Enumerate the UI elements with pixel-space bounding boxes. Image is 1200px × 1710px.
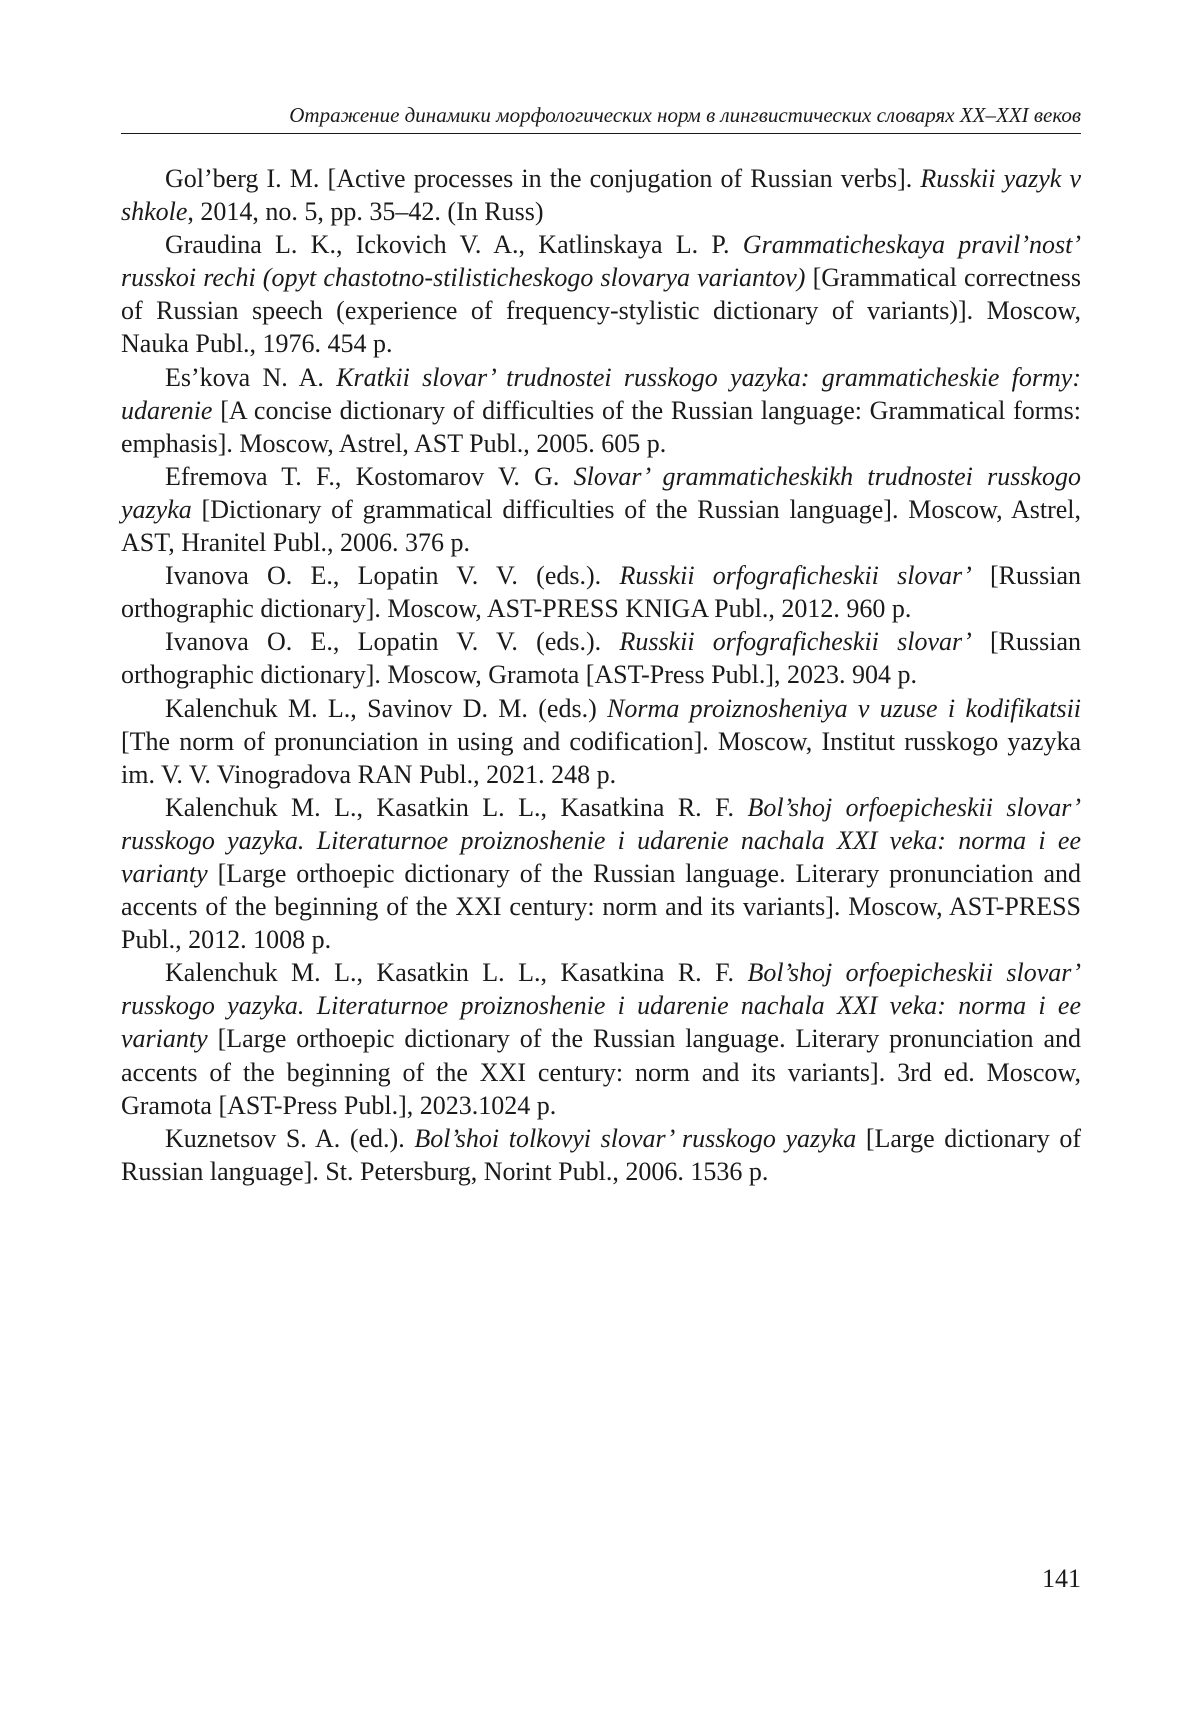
reference-authors: Gol’berg I. M. [Active processes in the conjugation of Russian verbs]. xyxy=(165,164,913,193)
running-title: Отражение динамики морфологических норм в лингвистических словарях XX–XXI веков xyxy=(289,103,1081,127)
reference-list xyxy=(121,162,1081,1188)
reference-title: Norma proiznosheniya v uzuse i kodifikatsii xyxy=(607,693,1082,723)
reference-entry xyxy=(121,361,1081,460)
reference-authors: Efremova T. F., Kostomarov V. G. xyxy=(165,461,560,491)
reference-title: Grammaticheskaya pravil’nost’ russkoi rechi (opyt chastotno-stilisticheskogo slovarya variantov) xyxy=(121,230,1082,293)
running-header xyxy=(121,103,1081,134)
reference-title: Bol’shoj orfoepicheskii slovar’ russkogo yazyka. Literaturnoe proiznoshenie i udarenie nachala XXI veka: norma i ee varianty xyxy=(121,958,1081,1054)
reference-entry xyxy=(121,460,1081,559)
reference-entry xyxy=(121,1122,1081,1188)
reference-details: [Russian orthographic dictionary]. Moscow, Gramota [AST-Press Publ.], 2023. 904 p. xyxy=(121,627,1082,690)
reference-title: Russkii orfograficheskii slovar’ xyxy=(619,561,972,591)
reference-title: Bol’shoj orfoepicheskii slovar’ russkogo yazyka. Literaturnoe proiznoshenie i udarenie nachala XXI veka: norma i ee varianty xyxy=(121,792,1081,888)
reference-details: , 2014, no. 5, pp. 35–42. (In Russ) xyxy=(187,197,544,227)
reference-details: [Grammatical correctness of Russian speech (experience of frequency-stylistic dictionary of variants)]. Moscow, Nauka Publ., 1976. 454 p. xyxy=(121,263,1081,359)
reference-title: Slovar’ grammaticheskikh trudnostei russkogo yazyka xyxy=(121,461,1082,524)
reference-title: Kratkii slovar’ trudnostei russkogo yazyka: grammaticheskie formy: udarenie xyxy=(121,362,1081,425)
reference-details: [Dictionary of grammatical difficulties of the Russian language]. Moscow, Astrel, AST, Hranitel Publ., 2006. 376 p. xyxy=(121,494,1081,558)
reference-entry xyxy=(121,162,1081,228)
reference-entry xyxy=(121,625,1081,691)
reference-title: Russkii orfograficheskii slovar’ xyxy=(619,627,972,657)
reference-details: [Russian orthographic dictionary]. Moscow, AST-PRESS KNIGA Publ., 2012. 960 p. xyxy=(121,561,1082,624)
reference-authors: Kuznetsov S. A. (ed.). xyxy=(165,1123,405,1153)
reference-authors: Kalenchuk M. L., Kasatkin L. L., Kasatkina R. F. xyxy=(165,792,734,822)
reference-authors: Ivanova O. E., Lopatin V. V. (eds.). xyxy=(165,627,602,657)
reference-entry xyxy=(121,228,1081,360)
reference-entry xyxy=(121,791,1081,956)
reference-details: [The norm of pronunciation in using and codification]. Moscow, Institut russkogo yazyka im. V. V. Vinogradova RAN Publ., 2021. 248 p. xyxy=(121,726,1081,789)
reference-title: Bol’shoi tolkovyi slovar’ russkogo yazyka xyxy=(414,1123,857,1153)
reference-details: [Large orthoepic dictionary of the Russian language. Literary pronunciation and accents of the beginning of the XXI century: norm and its variants]. Moscow, AST-PRESS Publ., 2012. 1008 p. xyxy=(121,858,1081,955)
reference-details: [Large orthoepic dictionary of the Russian language. Literary pronunciation and accents of the beginning of the XXI century: norm and its variants]. 3rd ed. Moscow, Gramota [AST-Press Publ.], 2023.1024 p. xyxy=(121,1024,1081,1120)
reference-entry xyxy=(121,956,1081,1121)
reference-details: [Large dictionary of Russian language]. St. Petersburg, Norint Publ., 2006. 1536 p. xyxy=(121,1123,1081,1186)
reference-title: Russkii yazyk v shkole xyxy=(121,164,1081,227)
reference-authors: Es’kova N. A. xyxy=(165,362,324,392)
reference-entry xyxy=(121,559,1081,625)
reference-authors: Graudina L. K., Ickovich V. A., Katlinskaya L. P. xyxy=(165,230,730,260)
reference-authors: Kalenchuk M. L., Savinov D. M. (eds.) xyxy=(165,693,597,723)
reference-authors: Ivanova O. E., Lopatin V. V. (eds.). xyxy=(165,561,602,591)
reference-details: [A concise dictionary of difficulties of the Russian language: Grammatical forms: emphasis]. Moscow, Astrel, AST Publ., 2005. 605 p. xyxy=(121,395,1081,458)
reference-entry xyxy=(121,692,1081,791)
reference-authors: Kalenchuk M. L., Kasatkin L. L., Kasatkina R. F. xyxy=(165,958,734,988)
page-number: 141 xyxy=(1042,1564,1081,1593)
